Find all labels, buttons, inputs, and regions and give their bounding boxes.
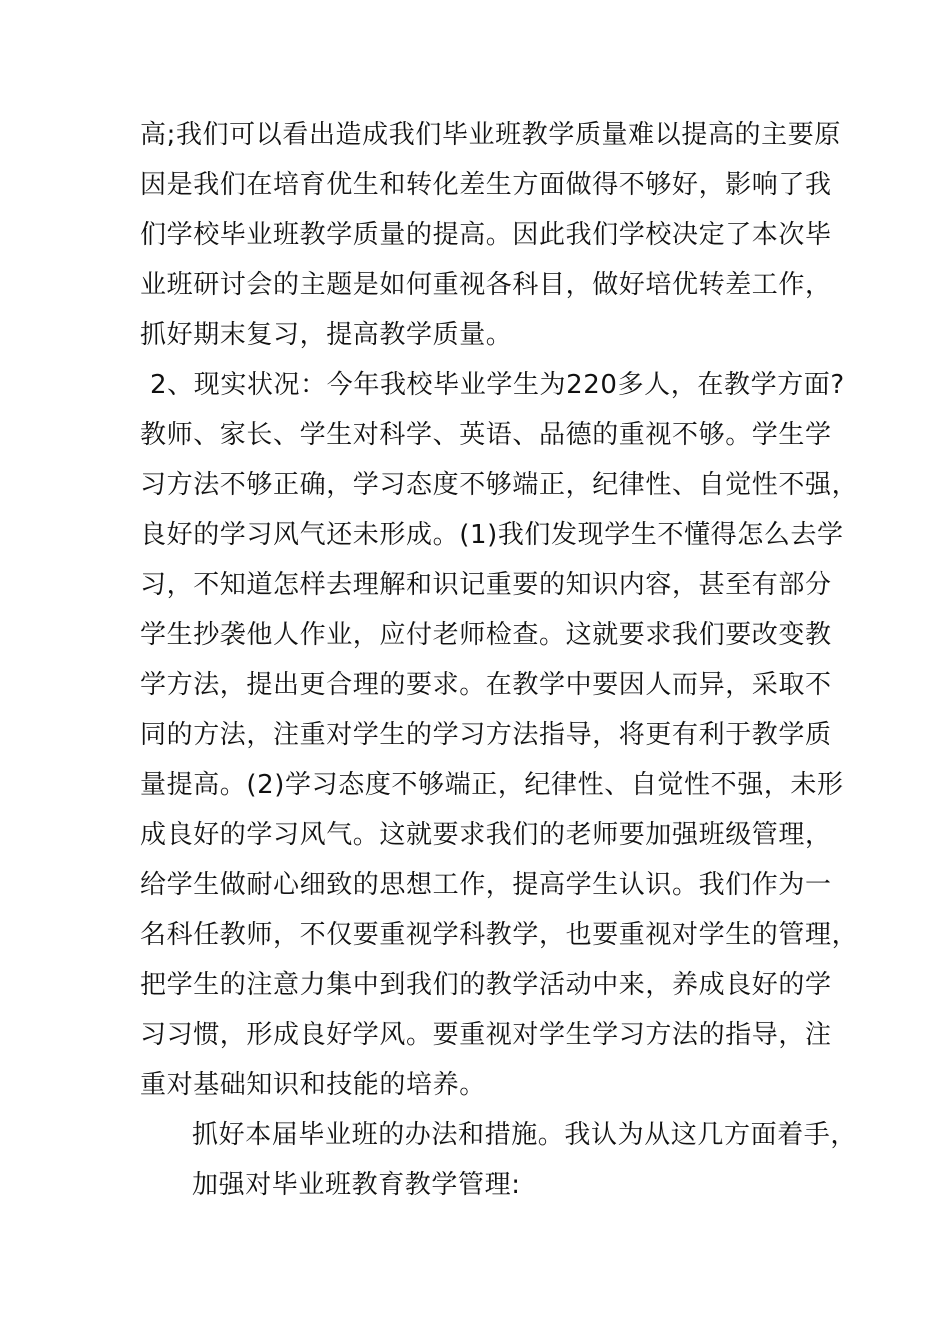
text-line: 学方法，提出更合理的要求。在教学中要因人而异，采取不 bbox=[140, 670, 832, 700]
text-line: 高;我们可以看出造成我们毕业班教学质量难以提高的主要原 bbox=[140, 120, 841, 150]
text-line: 教师、家长、学生对科学、英语、品德的重视不够。学生学 bbox=[140, 420, 832, 450]
text-line: 重对基础知识和技能的培养。 bbox=[140, 1070, 486, 1100]
text-line: 学生抄袭他人作业，应付老师检查。这就要求我们要改变教 bbox=[140, 620, 832, 650]
text-line: 量提高。(2)学习态度不够端正，纪律性、自觉性不强，未形 bbox=[140, 770, 844, 800]
text-line: 因是我们在培育优生和转化差生方面做得不够好，影响了我 bbox=[140, 170, 832, 200]
text-line: 同的方法，注重对学生的学习方法指导，将更有利于教学质 bbox=[140, 720, 832, 750]
text-line: 成良好的学习风气。这就要求我们的老师要加强班级管理， bbox=[140, 820, 832, 850]
text-line: 2、现实状况：今年我校毕业学生为220多人，在教学方面? bbox=[150, 370, 845, 400]
text-line: 给学生做耐心细致的思想工作，提高学生认识。我们作为一 bbox=[140, 870, 832, 900]
text-line: 抓好期末复习，提高教学质量。 bbox=[140, 320, 513, 350]
text-line: 习方法不够正确，学习态度不够端正，纪律性、自觉性不强， bbox=[140, 470, 859, 500]
text-line: 习习惯，形成良好学风。要重视对学生学习方法的指导，注 bbox=[140, 1020, 832, 1050]
text-line: 习，不知道怎样去理解和识记重要的知识内容，甚至有部分 bbox=[140, 570, 832, 600]
text-line: 们学校毕业班教学质量的提高。因此我们学校决定了本次毕 bbox=[140, 220, 832, 250]
text-line: 业班研讨会的主题是如何重视各科目，做好培优转差工作， bbox=[140, 270, 832, 300]
text-line: 把学生的注意力集中到我们的教学活动中来，养成良好的学 bbox=[140, 970, 832, 1000]
text-line: 加强对毕业班教育教学管理: bbox=[192, 1170, 521, 1200]
text-line: 抓好本届毕业班的办法和措施。我认为从这几方面着手， bbox=[192, 1120, 858, 1150]
text-line: 良好的学习风气还未形成。(1)我们发现学生不懂得怎么去学 bbox=[140, 520, 844, 550]
text-line: 名科任教师，不仅要重视学科教学，也要重视对学生的管理， bbox=[140, 920, 859, 950]
